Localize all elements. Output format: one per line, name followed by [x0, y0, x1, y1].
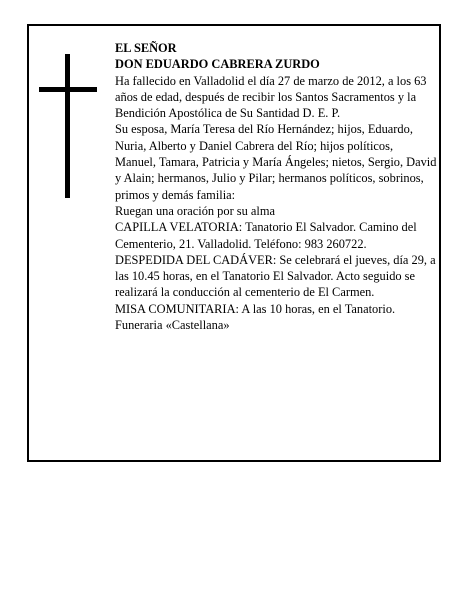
- notice-body: [115, 40, 437, 333]
- mass-info: MISA COMUNITARIA: A las 10 horas, en el Tanatorio.: [115, 301, 396, 316]
- wake-chapel-info: CAPILLA VELATORIA: Tanatorio El Salvador. Camino del Cementerio, 21. Valladolid. Teléfono: 983 260722.: [115, 220, 417, 251]
- cross-icon: [39, 54, 97, 198]
- notice-title: EL SEÑOR: [115, 41, 177, 55]
- cross-horizontal-bar: [39, 87, 97, 92]
- family-list: Su esposa, María Teresa del Río Hernández; hijos, Eduardo, Nuria, Alberto y Daniel Cabrera del Río; hijos políticos, Manuel, Tamara, Patricia y María Ángeles; nietos, Sergio, David y Alain; hermanos, Julio y Pilar; hermanos políticos, sobrinos, primos y demás familia:: [115, 122, 437, 202]
- obituary-notice: [27, 24, 441, 462]
- deceased-name: DON EDUARDO CABRERA ZURDO: [115, 57, 320, 72]
- prayer-request: Ruegan una oración por su alma: [115, 203, 275, 218]
- death-announcement: Ha fallecido en Valladolid el día 27 de marzo de 2012, a los 63 años de edad, después de recibir los Santos Sacramentos y la Bendición Apostólica de Su Santidad D. E. P.: [115, 73, 427, 121]
- funeral-home: Funeraria «Castellana»: [115, 318, 230, 333]
- cross-vertical-bar: [65, 54, 70, 198]
- farewell-info: DESPEDIDA DEL CADÁVER: Se celebrará el jueves, día 29, a las 10.45 horas, en el Tanatorio El Salvador. Acto seguido se realizará la conducción al cementerio de El Carmen.: [115, 252, 436, 300]
